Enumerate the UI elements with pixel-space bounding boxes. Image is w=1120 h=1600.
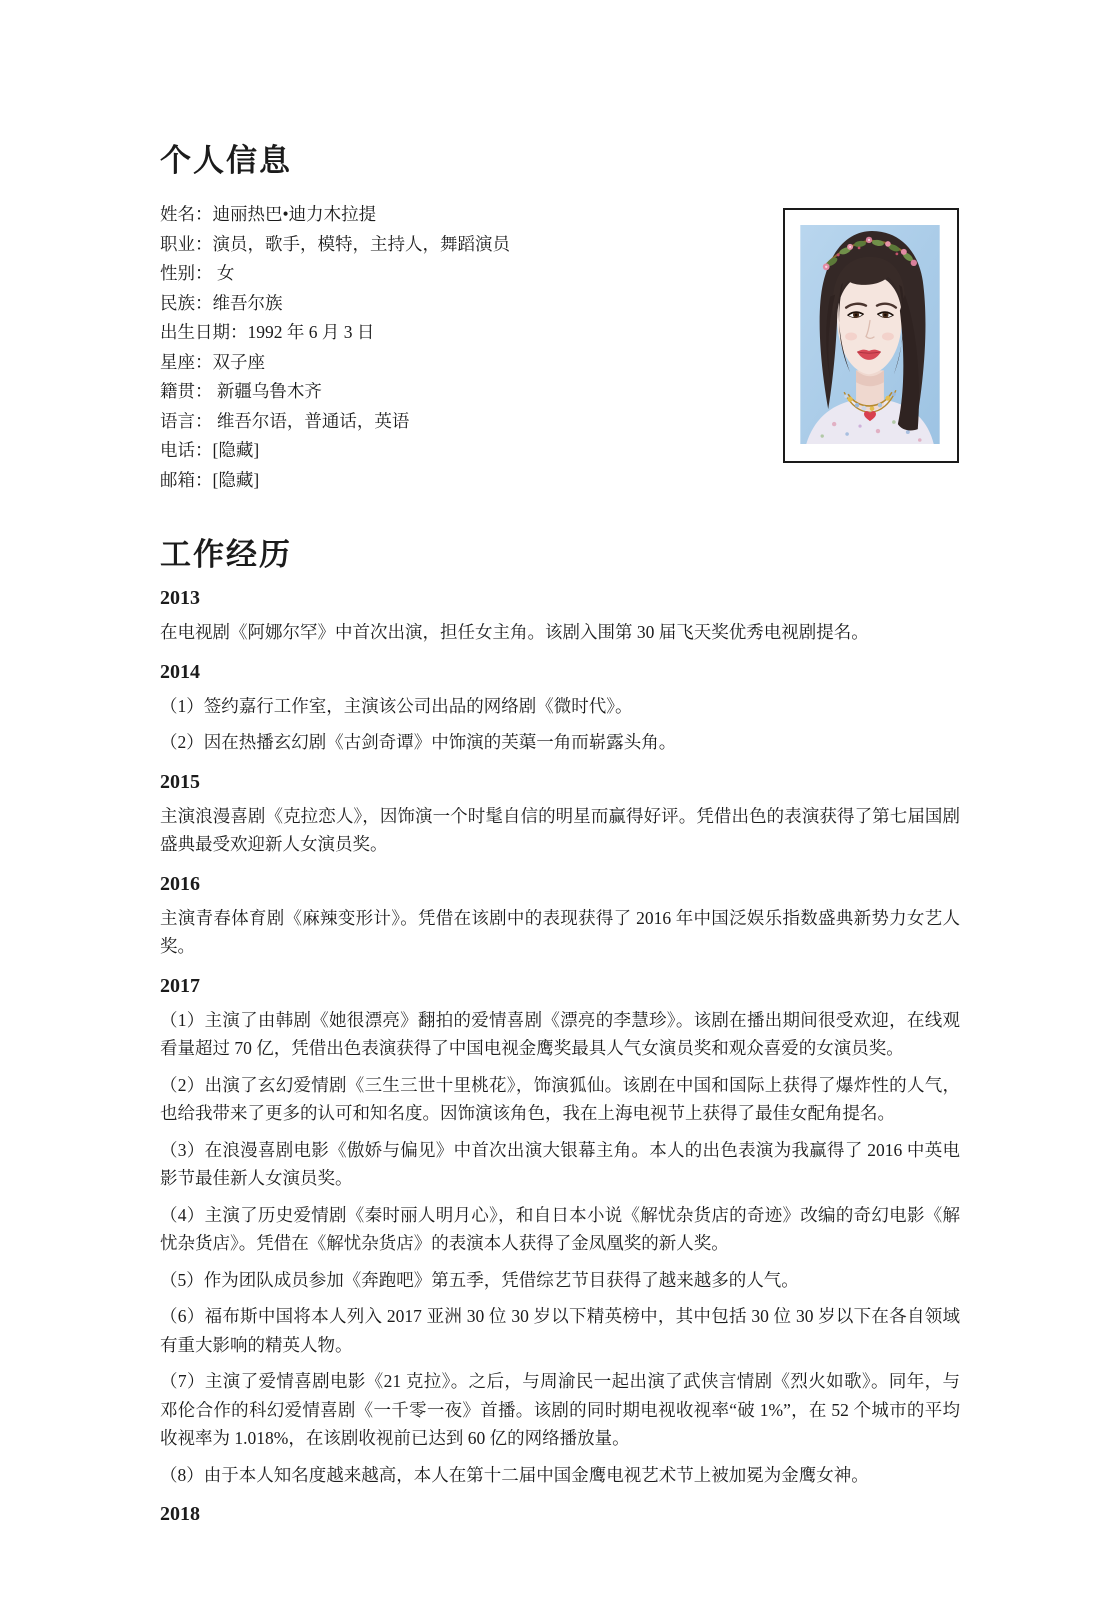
- personal-info-list: [160, 200, 720, 495]
- work-item: 主演浪漫喜剧《克拉恋人》，因饰演一个时髦自信的明星而赢得好评。凭借出色的表演获得了第七届国剧盛典最受欢迎新人女演员奖。: [160, 805, 960, 854]
- work-item: （8）由于本人知名度越来越高，本人在第十二届中国金鹰电视艺术节上被加冕为金鹰女神。: [160, 1464, 869, 1485]
- info-line-occupation: 职业：演员，歌手，模特，主持人，舞蹈演员: [160, 233, 510, 254]
- info-line-phone: 电话：[隐藏]: [160, 440, 260, 460]
- work-item: （7）主演了爱情喜剧电影《21 克拉》。之后，与周渝民一起出演了武侠言情剧《烈火如歌》。同年，与邓伦合作的科幻爱情喜剧《一千零一夜》首播。该剧的同时期电视收视率“破 1%”，在 52 个城市的平均收视率为 1.018%，在该剧收视前已达到 60 亿的网络播放量。: [160, 1371, 960, 1448]
- work-item: （5）作为团队成员参加《奔跑吧》第五季，凭借综艺节目获得了越来越多的人气。: [160, 1269, 799, 1290]
- work-item: （2）因在热播玄幻剧《古剑奇谭》中饰演的芙蕖一角而崭露头角。: [160, 732, 677, 752]
- info-line-languages: 语言： 维吾尔语，普通话，英语: [160, 410, 410, 431]
- work-item: （6）福布斯中国将本人列入 2017 亚洲 30 位 30 岁以下精英榜中，其中包括 30 位 30 岁以下在各自领域有重大影响的精英人物。: [160, 1306, 960, 1355]
- work-item: （3）在浪漫喜剧电影《傲娇与偏见》中首次出演大银幕主角。本人的出色表演为我赢得了 2016 中英电影节最佳新人女演员奖。: [160, 1139, 960, 1188]
- work-item: 在电视剧《阿娜尔罕》中首次出演，担任女主角。该剧入围第 30 届飞天奖优秀电视剧提名。: [160, 622, 869, 642]
- info-line-name: 姓名：迪丽热巴•迪力木拉提: [160, 204, 377, 224]
- info-line-zodiac: 星座：双子座: [160, 351, 265, 372]
- info-line-gender: 性别： 女: [160, 263, 235, 283]
- work-item: 主演青春体育剧《麻辣变形计》。凭借在该剧中的表现获得了 2016 年中国泛娱乐指数盛典新势力女艺人奖。: [160, 907, 960, 956]
- info-line-email: 邮箱：[隐藏]: [160, 469, 260, 490]
- year-heading-2017: 2017: [160, 974, 200, 997]
- work-item: （1）主演了由韩剧《她很漂亮》翻拍的爱情喜剧《漂亮的李慧珍》。该剧在播出期间很受欢迎，在线观看量超过 70 亿，凭借出色表演获得了中国电视金鹰奖最具人气女演员奖和观众喜爱的女演员奖。: [160, 1009, 960, 1058]
- year-heading-2014: 2014: [160, 660, 200, 683]
- year-heading-2015: 2015: [160, 770, 200, 793]
- info-line-hometown: 籍贯： 新疆乌鲁木齐: [160, 381, 322, 401]
- year-heading-2016: 2016: [160, 872, 200, 895]
- info-line-ethnicity: 民族：维吾尔族: [160, 292, 283, 313]
- portrait-photo-illustration: [800, 225, 940, 444]
- year-heading-2013: 2013: [160, 587, 200, 609]
- info-line-birthdate: 出生日期：1992 年 6 月 3 日: [160, 322, 375, 342]
- work-item: （2）出演了玄幻爱情剧《三生三世十里桃花》，饰演狐仙。该剧在中国和国际上获得了爆炸性的人气，也给我带来了更多的认可和知名度。因饰演该角色，我在上海电视节上获得了最佳女配角提名。: [160, 1074, 960, 1123]
- work-item: （1）签约嘉行工作室，主演该公司出品的网络剧《微时代》。: [160, 695, 633, 716]
- personal-info-title: 个人信息: [160, 143, 292, 178]
- work-experience-title: 工作经历: [160, 537, 292, 572]
- blush-left: [845, 333, 857, 341]
- blush-right: [882, 333, 894, 341]
- work-item: （4）主演了历史爱情剧《秦时丽人明月心》，和自日本小说《解忧杂货店的奇迹》改编的奇幻电影《解忧杂货店》。凭借在《解忧杂货店》的表演本人获得了金凤凰奖的新人奖。: [160, 1204, 960, 1253]
- year-heading-2018: 2018: [160, 1503, 200, 1525]
- profile-photo: [783, 208, 959, 463]
- work-experience-section: [160, 586, 960, 1526]
